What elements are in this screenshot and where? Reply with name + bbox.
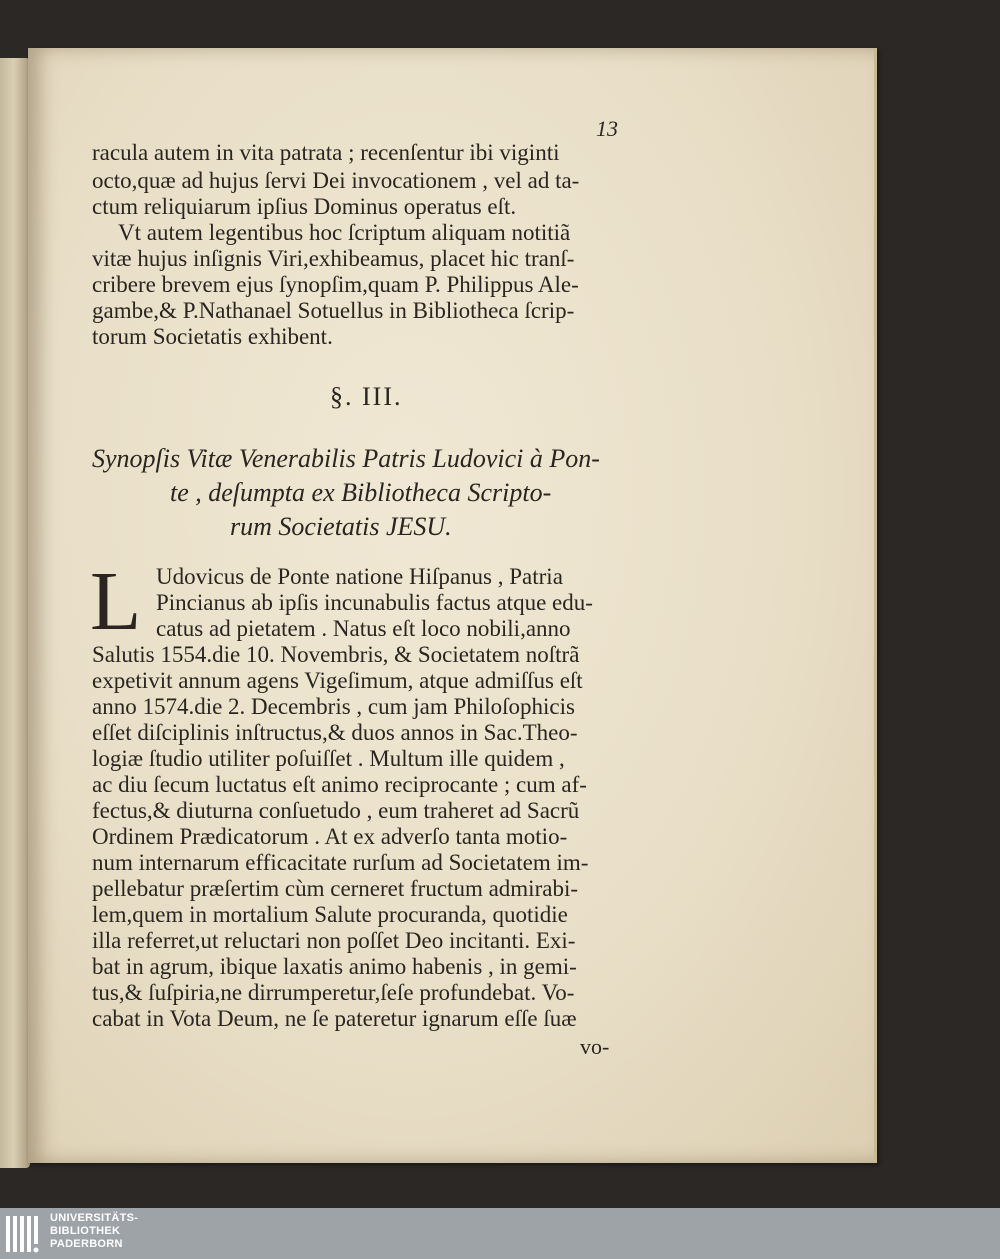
text-line: ac diu ſecum luctatus eſt animo reciprocante ; cum af- bbox=[92, 772, 587, 797]
synopsis-line: te , deſumpta ex Bibliotheca Scripto- bbox=[170, 478, 552, 507]
university-logo-icon bbox=[6, 1214, 40, 1254]
text-line: pellebatur præſertim cùm cerneret fructum admirabi- bbox=[92, 876, 578, 901]
text-line: illa referret,ut reluctari non poſſet Deo incitanti. Exi- bbox=[92, 928, 576, 953]
text-line: gambe,& P.Nathanael Sotuellus in Bibliotheca ſcrip- bbox=[92, 298, 575, 323]
text-line: Pincianus ab ipſis incunabulis factus atque edu- bbox=[156, 590, 593, 615]
text-line: expetivit annum agens Vigeſimum, atque admiſſus eſt bbox=[92, 668, 583, 693]
library-name-line: PADERBORN bbox=[50, 1238, 123, 1250]
text-line: ctum reliquiarum ipſius Dominus operatus eſt. bbox=[92, 194, 517, 219]
synopsis-line: Synopſis Vitæ Venerabilis Patris Ludovici à Pon- bbox=[92, 444, 600, 473]
library-footer bbox=[0, 1208, 1000, 1259]
text-line: Salutis 1554.die 10. Novembris, & Societatem noſtrã bbox=[92, 642, 580, 667]
catchword: vo- bbox=[580, 1034, 610, 1059]
library-name-line: BIBLIOTHEK bbox=[50, 1225, 121, 1237]
text-line: vitæ hujus inſignis Viri,exhibeamus, placet hic tranſ- bbox=[92, 246, 575, 271]
text-line: eſſet diſciplinis inſtructus,& duos annos in Sac.Theo- bbox=[92, 720, 578, 745]
left-page-edge bbox=[0, 58, 30, 1168]
text-line: tus,& ſuſpiria,ne dirrumperetur,ſeſe profundebat. Vo- bbox=[92, 980, 575, 1005]
text-line: logiæ ſtudio utiliter poſuiſſet . Multum ille quidem , bbox=[92, 746, 565, 771]
text-line: num internarum efficacitate rurſum ad Societatem im- bbox=[92, 850, 589, 875]
page-number: 13 bbox=[596, 116, 618, 141]
text-line: anno 1574.die 2. Decembris , cum jam Philoſophicis bbox=[92, 694, 575, 719]
text-line: bat in agrum, ibique laxatis animo habenis , in gemi- bbox=[92, 954, 577, 979]
synopsis-line: rum Societatis JESU. bbox=[230, 512, 452, 541]
text-line: cribere brevem ejus ſynopſim,quam P. Philippus Ale- bbox=[92, 272, 579, 297]
text-line: lem,quem in mortalium Salute procuranda, quotidie bbox=[92, 902, 568, 927]
drop-cap: L bbox=[90, 555, 142, 648]
text-line: Vt autem legentibus hoc ſcriptum aliquam notitiã bbox=[118, 220, 571, 245]
library-name bbox=[50, 1212, 138, 1251]
text-line: torum Societatis exhibent. bbox=[92, 324, 333, 349]
text-line: Ordinem Prædicatorum . At ex adverſo tanta motio- bbox=[92, 824, 568, 849]
text-line: racula autem in vita patrata ; recenſentur ibi viginti bbox=[92, 140, 560, 165]
section-heading: §. III. bbox=[330, 382, 403, 411]
library-name-line: UNIVERSITÄTS- bbox=[50, 1212, 139, 1224]
text-line: fectus,& diuturna conſuetudo , eum traheret ad Sacrũ bbox=[92, 798, 580, 823]
text-line: cabat in Vota Deum, ne ſe pateretur ignarum eſſe ſuæ bbox=[92, 1006, 577, 1031]
text-line: Udovicus de Ponte natione Hiſpanus , Patria bbox=[156, 564, 563, 589]
text-line: catus ad pietatem . Natus eſt loco nobili,anno bbox=[156, 616, 571, 641]
text-line: octo,quæ ad hujus ſervi Dei invocationem , vel ad ta- bbox=[92, 168, 580, 193]
